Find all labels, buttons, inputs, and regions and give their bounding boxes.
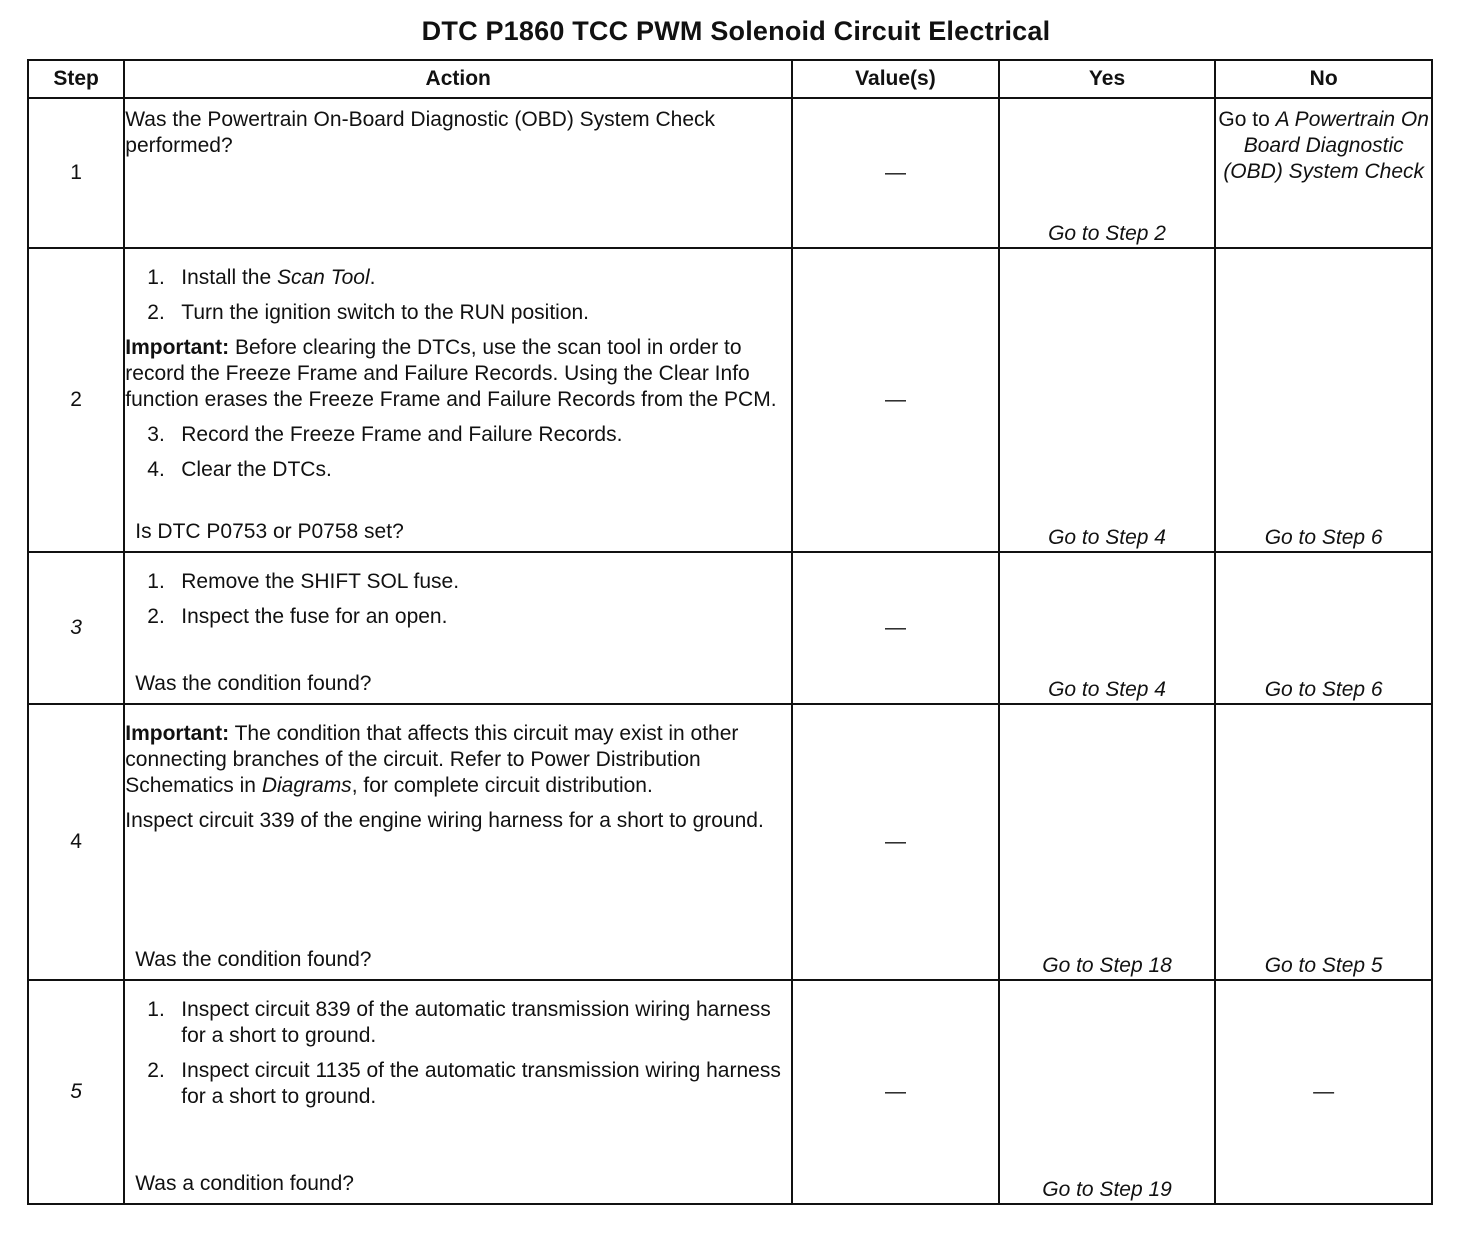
no-prefix: Go to <box>1218 108 1276 131</box>
yes-cell: Go to Step 19 <box>999 980 1216 1204</box>
value-cell: — <box>792 704 999 980</box>
important-note: Important: The condition that affects this circuit may exist in other connecting branches of the circuit. Refer to Power Distribution Schematics in Diagrams, for complete circuit distribution. <box>125 722 739 797</box>
no-reference: A Powertrain On Board Diagnostic (OBD) System Check <box>1223 108 1429 183</box>
action-question: Is DTC P0753 or P0758 set? <box>135 520 404 543</box>
step-number: 3 <box>28 552 124 704</box>
inspect-instruction: Inspect circuit 339 of the engine wiring harness for a short to ground. <box>125 809 764 832</box>
no-cell: Go to Step 5 <box>1215 704 1432 980</box>
step-number: 2 <box>28 248 124 552</box>
list-item: 1. Install the Scan Tool. <box>147 266 376 289</box>
step-number: 5 <box>28 980 124 1204</box>
important-note: Important: Before clearing the DTCs, use the scan tool in order to record the Freeze Frame and Failure Records. Using the Clear Info function erases the Freeze Frame and Failure Records from the PCM. <box>125 336 777 411</box>
action-question: Was the condition found? <box>135 948 372 971</box>
header-yes: Yes <box>999 60 1216 98</box>
list-item: 2. Turn the ignition switch to the RUN position. <box>147 301 590 324</box>
step-number: 4 <box>28 704 124 980</box>
action-cell <box>124 704 792 980</box>
yes-cell: Go to Step 18 <box>999 704 1216 980</box>
header-step: Step <box>28 60 124 98</box>
list-item: 1. Remove the SHIFT SOL fuse. <box>147 570 460 593</box>
action-cell <box>124 248 792 552</box>
yes-cell: Go to Step 4 <box>999 552 1216 704</box>
table-row <box>28 98 1432 248</box>
action-cell <box>124 980 792 1204</box>
table-row <box>28 704 1432 980</box>
action-question: Was the condition found? <box>135 672 372 695</box>
page-title: DTC P1860 TCC PWM Solenoid Circuit Electrical <box>421 16 1051 46</box>
list-item: 2. Inspect the fuse for an open. <box>147 605 448 628</box>
action-question: Was a condition found? <box>135 1172 354 1195</box>
value-cell: — <box>792 98 999 248</box>
table-row <box>28 980 1432 1204</box>
no-cell: Go to Step 6 <box>1215 248 1432 552</box>
no-cell: Go to Step 6 <box>1215 552 1432 704</box>
header-row <box>28 60 1432 98</box>
action-cell <box>124 552 792 704</box>
action-question: Was the Powertrain On-Board Diagnostic (OBD) System Check performed? <box>125 108 716 157</box>
table-row <box>28 248 1432 552</box>
header-values: Value(s) <box>792 60 999 98</box>
yes-cell: Go to Step 4 <box>999 248 1216 552</box>
no-cell: — <box>1215 980 1432 1204</box>
list-item: 4. Clear the DTCs. <box>147 458 332 481</box>
step-number: 1 <box>28 98 124 248</box>
diagnostic-table <box>27 59 1433 1205</box>
header-action: Action <box>124 60 792 98</box>
no-cell <box>1215 98 1432 248</box>
value-cell: — <box>792 552 999 704</box>
action-cell <box>124 98 792 248</box>
value-cell: — <box>792 980 999 1204</box>
yes-cell: Go to Step 2 <box>999 98 1216 248</box>
value-cell: — <box>792 248 999 552</box>
list-item: 1. Inspect circuit 839 of the automatic transmission wiring harness for a short to ground. <box>147 998 771 1047</box>
header-no: No <box>1215 60 1432 98</box>
list-item: 2. Inspect circuit 1135 of the automatic transmission wiring harness for a short to ground. <box>147 1059 781 1108</box>
list-item: 3. Record the Freeze Frame and Failure Records. <box>147 423 623 446</box>
table-row <box>28 552 1432 704</box>
